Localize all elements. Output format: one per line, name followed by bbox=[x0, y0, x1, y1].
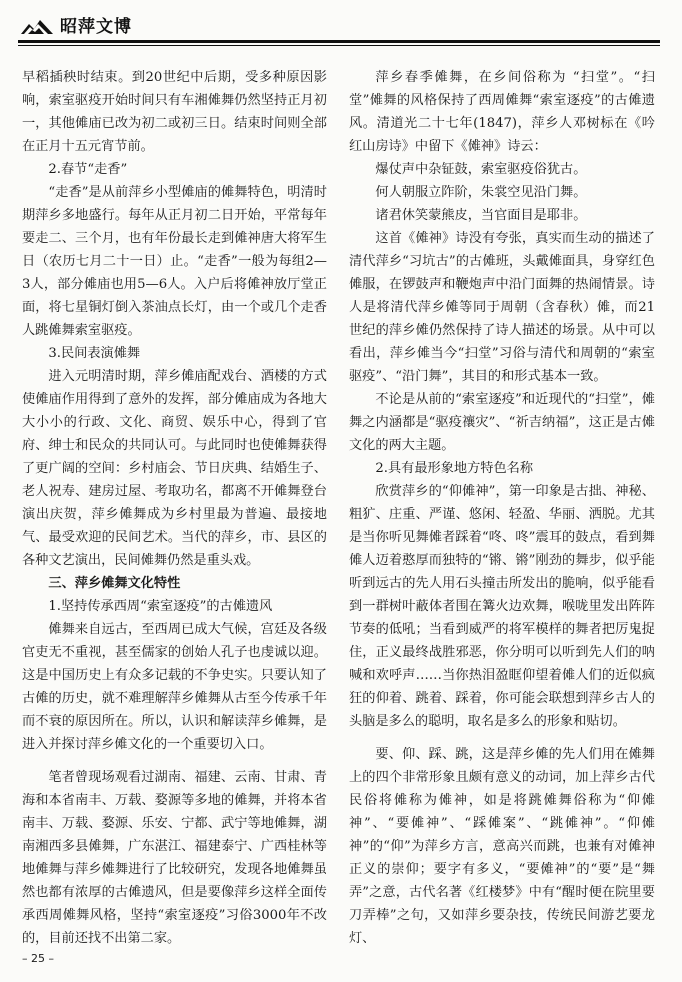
subheading: 2.春节“走香” bbox=[48, 162, 128, 177]
masthead-logo bbox=[20, 12, 132, 37]
page-header bbox=[0, 0, 682, 52]
section-heading: 三、萍乡傩舞文化特性 bbox=[48, 576, 181, 591]
right-column bbox=[349, 66, 655, 950]
paragraph: 欣赏萍乡的“仰傩神”，第一印象是古拙、神秘、粗犷、庄重、严谨、悠闲、轻盈、华丽、洒脱。尤其是当你听见舞傩者踩着“咚、咚”震耳的鼓点，看到舞傩人迈着憨厚而独特的“锵、锵”刚劲的舞步，似乎能听到远古的先人用石头撞击所发出的脆响，似乎能看到一群树叶蔽体者围在篝火边欢舞，喉咙里发出阵阵节奏的低吼；当看到威严的将军模样的舞者把厉鬼捉住，正义最终战胜邪恶，你分明可以听到先人们的呐喊和欢呼声……当你热泪盈眶仰望着傩人们的近似疯狂的仰着、跳着、踩着，你可能会联想到萍乡古人的头脑是多么的聪明，取名是多么的形象和贴切。 bbox=[349, 484, 655, 729]
paragraph: 萍乡春季傩舞，在乡间俗称为 “扫堂”。“扫堂”傩舞的风格保持了西周傩舞“索室逐疫”的古傩遗风。清道光二十七年(1847)，萍乡人邓树标在《吟红山房诗》中留下《傩神》诗云： bbox=[349, 70, 655, 154]
paragraph: 进入元明清时期，萍乡傩庙配戏台、酒楼的方式使傩庙作用得到了意外的发挥，部分傩庙成为各地大大小小的行政、文化、商贸、娱乐中心，得到了官府、绅士和民众的共同认可。与此同时也使傩舞获得了更广阔的空间：乡村庙会、节日庆典、结婚生子、老人祝寿、建房过屋、考取功名，都离不开傩舞登台演出庆贺，萍乡傩舞成为乡村里最为普遍、最接地气、最受欢迎的民间艺术。当代的萍乡，市、县区的各种文艺演出，民间傩舞仍然是重头戏。 bbox=[22, 369, 327, 568]
paragraph: “走香”是从前萍乡小型傩庙的傩舞特色，明清时期萍乡多地盛行。每年从正月初二日开始，平常每年要走二、三个月，也有年份最长走到傩神唐大将军生日（农历七月二十一日）止。“走香”一般为每组2—3人，部分傩庙也用5—6人。入户后将傩神放厅堂正面，将七星铜灯倒入茶油点长灯，由一个或几个走香人跳傩舞索室驱疫。 bbox=[22, 185, 327, 338]
subheading: 1.坚持传承西周“索室逐疫”的古傩遗风 bbox=[48, 599, 273, 614]
pagoda-logo-icon bbox=[20, 14, 54, 36]
left-column bbox=[22, 66, 327, 950]
paragraph: 要、仰、踩、跳，这是萍乡傩的先人们用在傩舞上的四个非常形象且颇有意义的动词，加上萍乡古代民俗将傩称为傩神，如是将跳傩舞俗称为“仰傩神”、“要傩神”、“踩傩案”、“跳傩神”。“仰傩神”的“仰”为萍乡方言，意高兴而跳，也兼有对傩神正义的崇仰；要字有多义，“要傩神”的“要”是“舞弄”之意，古代名著《红楼梦》中有“醒时便在院里要刀弄棒”之句，又如萍乡要杂技，传统民间游艺要龙灯、 bbox=[349, 747, 655, 946]
poem-line: 诸君休笑蒙熊皮，当官面目是耶非。 bbox=[375, 208, 587, 223]
poem-line: 爆仗声中杂钲鼓，索室驱疫俗犹古。 bbox=[375, 162, 587, 177]
paragraph: 傩舞来自远古，至西周已成大气候，宫廷及各级官吏无不重视，甚至儒家的创始人孔子也虔诚以迎。这是中国历史上有众多记载的不争史实。只要认知了古傩的历史，就不难理解萍乡傩舞从古至今传承千年而不衰的原因所在。所以，认识和解读萍乡傩舞，是进入并探讨萍乡傩文化的一个重要切入口。 bbox=[22, 622, 327, 752]
masthead-title: 昭萍文博 bbox=[60, 17, 132, 37]
page-number: – 25 – bbox=[22, 952, 54, 965]
subheading: 3.民间表演傩舞 bbox=[48, 346, 141, 361]
paragraph: 不论是从前的“索室逐疫”和近现代的“扫堂”，傩舞之内涵都是“驱疫禳灾”、“祈吉纳福”，这正是古傩文化的两大主题。 bbox=[349, 392, 655, 453]
header-rule-thin bbox=[18, 45, 660, 46]
header-rule-thick bbox=[18, 40, 660, 43]
paragraph: 早稻插秧时结束。到20世纪中后期，受多种原因影响，索室驱疫开始时间只有车湘傩舞仍然坚持正月初一，其他傩庙已改为初二或初三日。结束时间则全部在正月十五元宵节前。 bbox=[22, 70, 327, 154]
poem-line: 何人朝服立阼阶，朱裳空见沿门舞。 bbox=[375, 185, 587, 200]
paragraph: 这首《傩神》诗没有夸张，真实而生动的描述了清代萍乡“习坑古”的古傩班，头戴傩面具，身穿红色傩服，在锣鼓声和鞭炮声中沿门面舞的热闹情景。诗人是将清代萍乡傩等同于周朝（含春秋）傩，而21世纪的萍乡傩仍然保持了诗人描述的场景。从中可以看出，萍乡傩当今“扫堂”习俗与清代和周朝的“索室驱疫”、“沿门舞”，其目的和形式基本一致。 bbox=[349, 231, 655, 384]
paragraph: 笔者曾现场观看过湖南、福建、云南、甘肃、青海和本省南丰、万载、婺源等多地的傩舞，并将本省南丰、万载、婺源、乐安、宁都、武宁等地傩舞，湖南湘西多县傩舞，广东湛江、福建泰宁、广西桂林等地傩舞与萍乡傩舞进行了比较研究，发现各地傩舞虽然也都有浓厚的古傩遗风，但是要像萍乡这样全面传承西周傩舞风格，坚持“索室逐疫”习俗3000年不改的，目前还找不出第二家。 bbox=[22, 770, 327, 946]
subheading: 2.具有最形象地方特色名称 bbox=[375, 461, 534, 476]
